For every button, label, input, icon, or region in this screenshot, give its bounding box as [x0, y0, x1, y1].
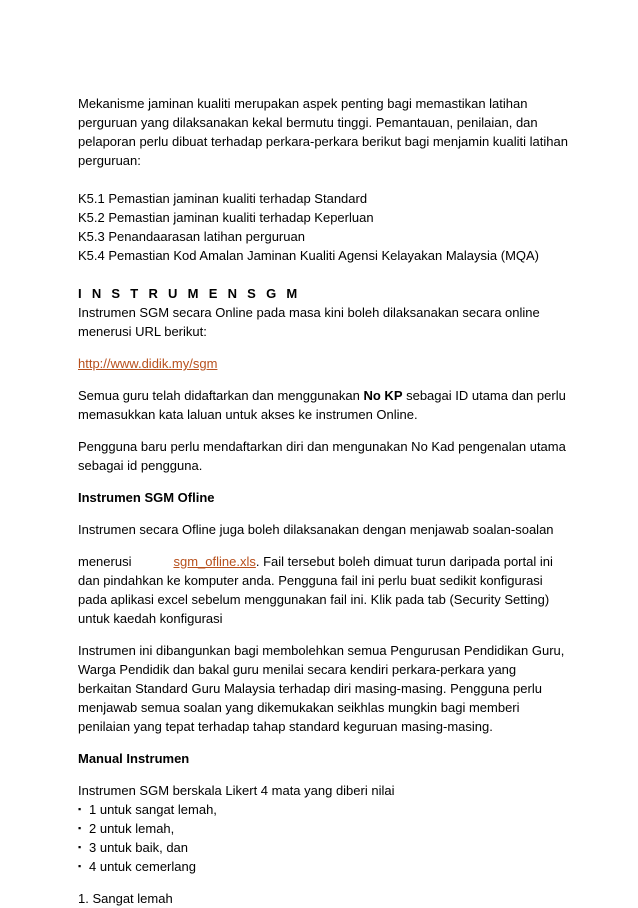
list-item: ▪ 1 untuk sangat lemah, — [78, 802, 217, 817]
intro-paragraph: Mekanisme jaminan kualiti merupakan aspek penting bagi memastikan latihan perguruan yang dilaksanakan kekal bermutu tinggi. Pemantauan, penilaian, dan pelaporan perlu dibuat terhadap perkara-perkara berikut bagi menjamin kualiti latihan perguruan: — [78, 96, 568, 168]
login-text-before: Semua guru telah didaftarkan dan menggunakan — [78, 388, 364, 403]
criteria-list — [78, 189, 568, 265]
login-text-after: sebagai ID utama dan perlu memasukkan kata laluan untuk akses ke instrumen Online. — [78, 388, 566, 422]
login-id-bold: No KP — [363, 388, 403, 403]
bullet-icon: ▪ — [78, 823, 82, 833]
document-page — [78, 94, 568, 908]
offline-line1: Instrumen secara Ofline juga boleh dilaksanakan dengan menjawab soalan-soalan — [78, 522, 554, 537]
instrumen-online-text: Instrumen SGM secara Online pada masa kini boleh dilaksanakan secara online menerusi URL berikut: — [78, 305, 540, 339]
list-item: ▪ 2 untuk lemah, — [78, 821, 175, 836]
instrumen-heading: I N S T R U M E N S G M — [78, 286, 301, 301]
manual-heading: Manual Instrumen — [78, 751, 190, 766]
likert-scale-list — [78, 800, 568, 876]
criteria-item: K5.4 Pemastian Kod Amalan Jaminan Kualiti Agensi Kelayakan Malaysia (MQA) — [78, 248, 540, 263]
manual-intro: Instrumen SGM berskala Likert 4 mata yang diberi nilai — [78, 783, 395, 798]
purpose-paragraph: Instrumen ini dibangunkan bagi membolehkan semua Pengurusan Pendidikan Guru, Warga Pendidik dan bakal guru menilai secara kendiri perkara-perkara yang berkaitan Standard Guru Malaysia terhadap diri masing-masing. Pengguna perlu menjawab semua soalan yang dikemukakan seikhlas mungkin bagi memberi penilaian yang tepat terhadap tahap standard keguruan masing-masing. — [78, 643, 565, 734]
offline-menerusi: menerusi — [78, 554, 132, 569]
offline-paragraph — [78, 552, 568, 628]
criteria-item: K5.2 Pemastian jaminan kualiti terhadap Keperluan — [78, 210, 374, 225]
login-paragraph — [78, 386, 568, 424]
instrumen-url-line — [78, 354, 568, 373]
criteria-item: K5.1 Pemastian jaminan kualiti terhadap Standard — [78, 191, 368, 206]
instrumen-url-link[interactable]: http://www.didik.my/sgm — [78, 356, 218, 371]
criteria-item: K5.3 Penandaarasan latihan perguruan — [78, 229, 305, 244]
bullet-icon: ▪ — [78, 842, 82, 852]
new-user-paragraph: Pengguna baru perlu mendaftarkan diri dan mengunakan No Kad pengenalan utama sebagai id pengguna. — [78, 439, 566, 473]
list-item: ▪ 3 untuk baik, dan — [78, 840, 189, 855]
offline-heading: Instrumen SGM Ofline — [78, 490, 215, 505]
list-item: ▪ 4 untuk cemerlang — [78, 859, 196, 874]
bullet-icon: ▪ — [78, 804, 82, 814]
offline-rest: . Fail tersebut boleh dimuat turun daripada portal ini dan pindahkan ke komputer anda. Pengguna fail ini perlu buat sedikit konfigurasi pada aplikasi excel sebelum menggunakan fail ini. Klik pada tab (Security Setting) untuk kaedah konfigurasi — [78, 554, 553, 626]
bullet-icon: ▪ — [78, 861, 82, 871]
offline-file-link[interactable]: sgm_ofline.xls — [173, 554, 256, 569]
numbered-item: 1. Sangat lemah — [78, 891, 173, 906]
